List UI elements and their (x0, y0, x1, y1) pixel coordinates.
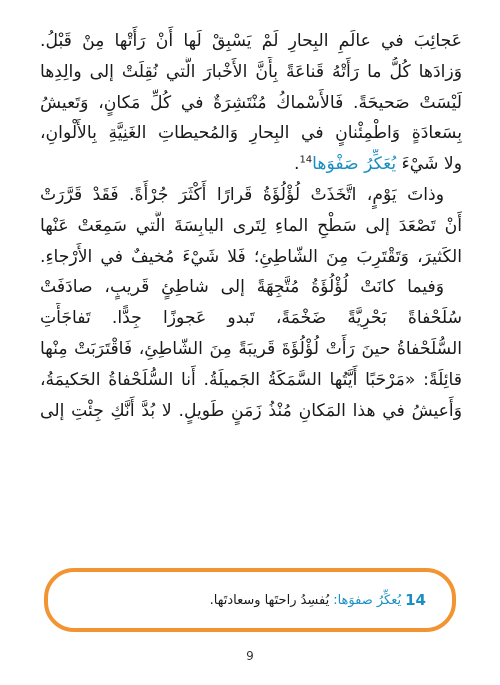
text-line: بِسَعادَةٍ وَاطْمِئْنانٍ في البِحارِ وَالمُحيطاتِ الغَنِيَّةِ بِالأَلْوانِ، (40, 123, 462, 144)
footnote-definition: يُفسِدُ راحتَها وسعادتَها. (209, 592, 330, 608)
line-text: . (293, 154, 300, 175)
text-line: سُلَحْفاةً بَحْرِيَّةً ضَخْمَةً، تَبدو عَجوزًا جِدًّا. تَفاجَأَتِ (40, 308, 462, 329)
text-line: السُّلَحْفاةُ حينَ رَأَتْ لُؤْلُؤَةَ قَريبَةً مِنَ الشّاطِئِ، فَاقْتَرَبَتْ مِنْها (40, 338, 462, 359)
text-line: عَجائِبَ في عالَمِ البِحارِ لَمْ يَسْبِقْ لَها أَنْ رَأَتْها مِنْ قَبْلُ. (40, 31, 462, 51)
line-text: ولا شَيْءَ (401, 154, 462, 175)
text-line: أَنْ تَصْعَدَ إلى سَطْحِ الماءِ لِتَرى اليابِسَةَ الَّتي سَمِعَتْ عَنْها (40, 215, 462, 236)
text-line: وذاتَ يَوْمٍ، اتَّخَذَتْ لُؤْلُؤَةُ قَرارًا أَكْثَرَ جُرْأَةً. فَقَدْ قَرَّرَتْ (40, 184, 444, 205)
footnote-term: يُعكِّرُ صفوَها: (333, 592, 402, 608)
text-line: وَفيما كانَتْ لُؤْلُؤَةُ مُتَّجِهَةً إلى شاطِئٍ قَريبٍ، صادَفَتْ (40, 277, 444, 298)
text-line (40, 149, 462, 180)
footnote-box (44, 568, 456, 632)
text-line: الكَثيرَ، وَتَقْتَرِبَ مِنَ الشّاطِئِ؛ فَلا شَيْءَ مُخيفٌ في الأَرْجاءِ. (40, 246, 462, 267)
text-line: لَيْسَتْ صَحيحَةً. فَالأَسْماكُ مُنْتَشِرَةٌ في كُلِّ مَكانٍ، وَتَعيشُ (40, 92, 462, 113)
story-text (40, 26, 462, 426)
text-line: قائِلَةً: «مَرْحَبًا أَيَّتُها السَّمَكَةُ الجَميلَةُ. أَنا السُّلَحْفاةُ الحَكيمَةُ، (40, 369, 462, 390)
footnote-number: 14 (405, 591, 426, 609)
page-number: 9 (246, 649, 254, 663)
footnote-marker: 14 (299, 154, 313, 166)
glossary-term: يُعَكِّرُ صَفْوَها (312, 154, 397, 175)
text-line: وَزادَها كُلُّ ما رَأَتْهُ قَناعَةً بِأَنَّ الأَخْبارَ الَّتي نُقِلَتْ إلى والِدِها (40, 61, 462, 82)
text-line: وَأَعيشُ في هذا المَكانِ مُنْذُ زَمَنٍ طَويلٍ. لا بُدَّ أَنَّكِ جِئْتِ إلى (40, 400, 462, 421)
